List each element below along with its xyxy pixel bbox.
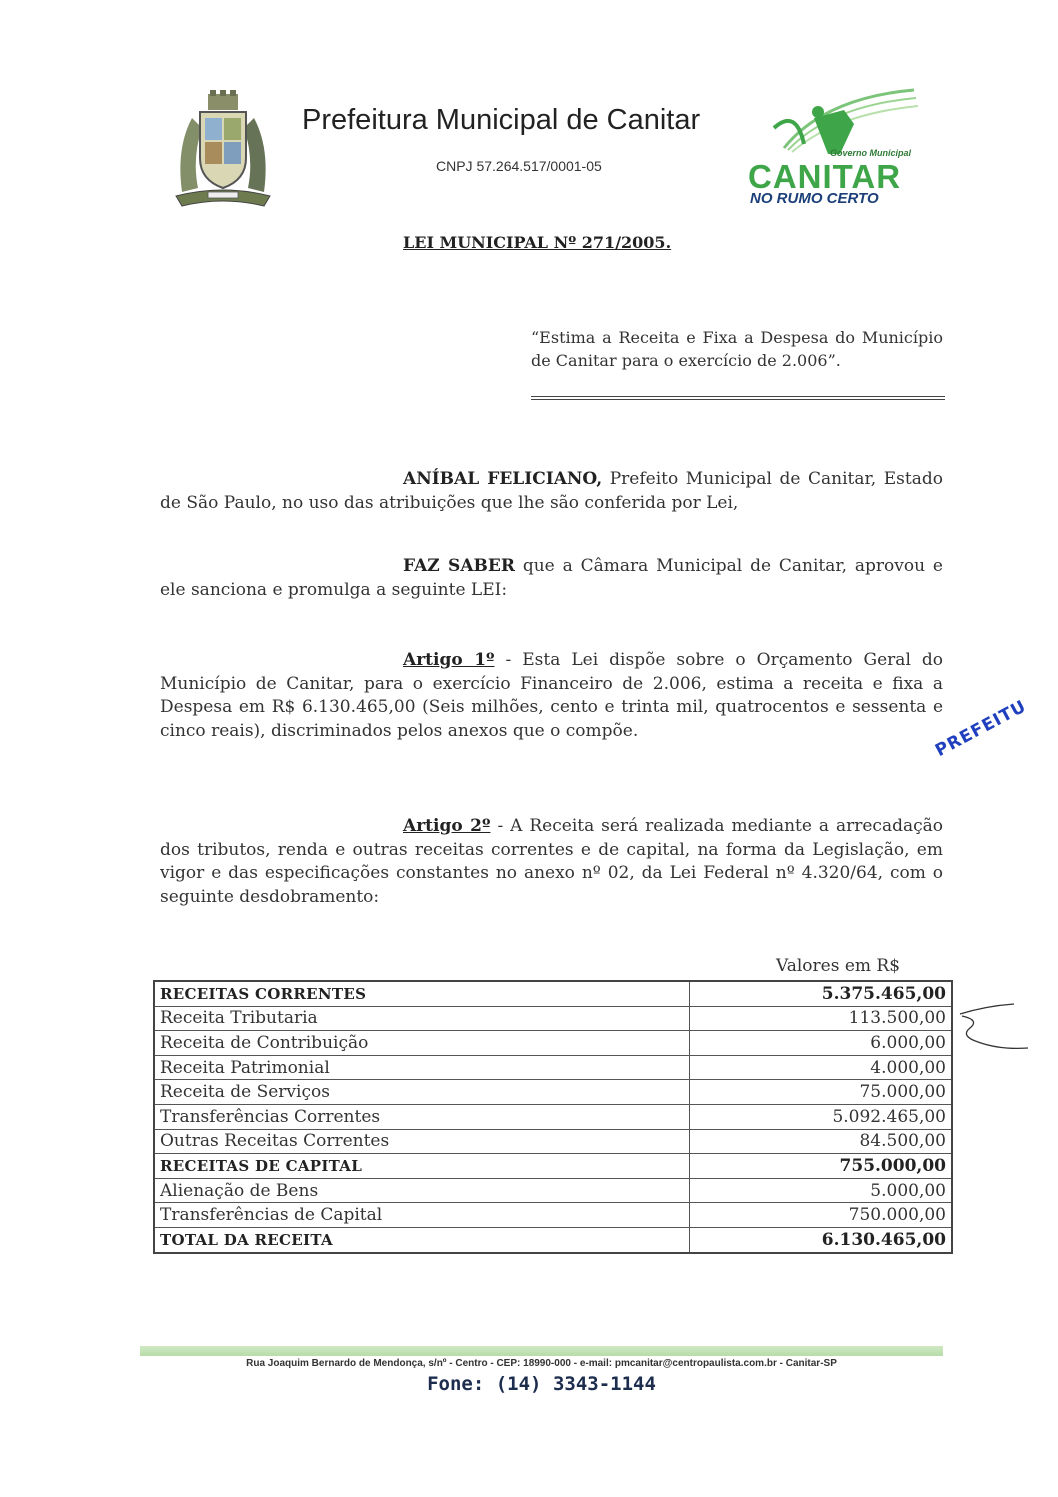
row-label: Transferências Correntes [154, 1104, 690, 1129]
table-row [154, 1104, 952, 1129]
row-value: 750.000,00 [690, 1203, 953, 1228]
row-label: Receita Patrimonial [154, 1055, 690, 1080]
row-value: 6.000,00 [690, 1031, 953, 1056]
row-value: 755.000,00 [690, 1154, 953, 1179]
row-label: RECEITAS CORRENTES [154, 981, 690, 1006]
coat-of-arms-icon [172, 88, 274, 212]
row-label: RECEITAS DE CAPITAL [154, 1154, 690, 1179]
row-label: Outras Receitas Correntes [154, 1129, 690, 1154]
ementa: “Estima a Receita e Fixa a Despesa do Município de Canitar para o exercício de 2.006”. [531, 328, 943, 370]
mayor-name: ANÍBAL FELICIANO, [403, 469, 603, 489]
row-value: 5.000,00 [690, 1178, 953, 1203]
stamp-text: PREFEITU [932, 696, 1030, 762]
row-value: 5.375.465,00 [690, 981, 953, 1006]
intro-text: Prefeito Municipal de Canitar, Estado de São Paulo, no uso das atribuições que lhe são conferida por Lei, [160, 469, 943, 513]
table-row [154, 1031, 952, 1056]
table-row [154, 1227, 952, 1252]
table-row [154, 1178, 952, 1203]
revenue-table [153, 980, 953, 1254]
table-row [154, 1154, 952, 1179]
faz-saber-text: que a Câmara Municipal de Canitar, aprovou e ele sanciona e promulga a seguinte LEI: [160, 556, 943, 600]
footer-address: Rua Joaquim Bernardo de Mendonça, s/nº - Centro - CEP: 18990-000 - e-mail: pmcanitar@centropaulista.com.br - Canitar-SP [246, 1358, 837, 1369]
row-value: 6.130.465,00 [690, 1227, 953, 1252]
row-value: 113.500,00 [690, 1006, 953, 1031]
handwritten-mark [956, 1000, 1036, 1058]
row-label: Receita Tributaria [154, 1006, 690, 1031]
row-label: Transferências de Capital [154, 1203, 690, 1228]
ementa-divider [531, 396, 945, 400]
article-2-text: - A Receita será realizada mediante a arrecadação dos tributos, renda e outras receitas correntes e de capital, na forma da Legislação, em vigor e das especificações constantes no anexo nº 02, da Lei Federal nº 4.320/64, com o seguinte desdobramento: [160, 816, 943, 907]
faz-saber-paragraph [160, 555, 943, 602]
row-label: Receita de Contribuição [154, 1031, 690, 1056]
law-title: LEI MUNICIPAL Nº 271/2005. [403, 233, 672, 252]
row-label: Receita de Serviços [154, 1080, 690, 1105]
article-1-text: - Esta Lei dispõe sobre o Orçamento Geral do Município de Canitar, para o exercício Financeiro de 2.006, estima a receita e fixa a Despesa em R$ 6.130.465,00 (Seis milhões, cento e trinta mil, quatrocentos e sessenta e cinco reais), discriminados pelos anexos que o compõe. [160, 650, 943, 741]
faz-saber-lead: FAZ SABER [403, 556, 515, 576]
logo-government-label: Governo Municipal [830, 148, 912, 158]
row-value: 4.000,00 [690, 1055, 953, 1080]
table-caption: Valores em R$ [776, 956, 901, 976]
table-row [154, 981, 952, 1006]
footer-phone: Fone: (14) 3343-1144 [427, 1373, 656, 1395]
logo-slogan: NO RUMO CERTO [750, 190, 879, 207]
table-row [154, 1203, 952, 1228]
logo-name: CANITAR [748, 158, 902, 195]
article-2-label: Artigo 2º [403, 816, 491, 836]
table-row [154, 1055, 952, 1080]
row-value: 84.500,00 [690, 1129, 953, 1154]
table-row [154, 1129, 952, 1154]
footer-band [140, 1346, 943, 1356]
row-value: 5.092.465,00 [690, 1104, 953, 1129]
header-title: Prefeitura Municipal de Canitar [302, 104, 701, 136]
table-row [154, 1006, 952, 1031]
row-value: 75.000,00 [690, 1080, 953, 1105]
article-1-label: Artigo 1º [403, 650, 495, 670]
stamp-mark [910, 650, 1058, 810]
table-row [154, 1080, 952, 1105]
article-2 [160, 815, 943, 909]
header-cnpj: CNPJ 57.264.517/0001-05 [436, 158, 602, 174]
canitar-logo [744, 88, 930, 210]
row-label: Alienação de Bens [154, 1178, 690, 1203]
article-1 [160, 649, 943, 743]
row-label: TOTAL DA RECEITA [154, 1227, 690, 1252]
intro-paragraph [160, 468, 943, 515]
